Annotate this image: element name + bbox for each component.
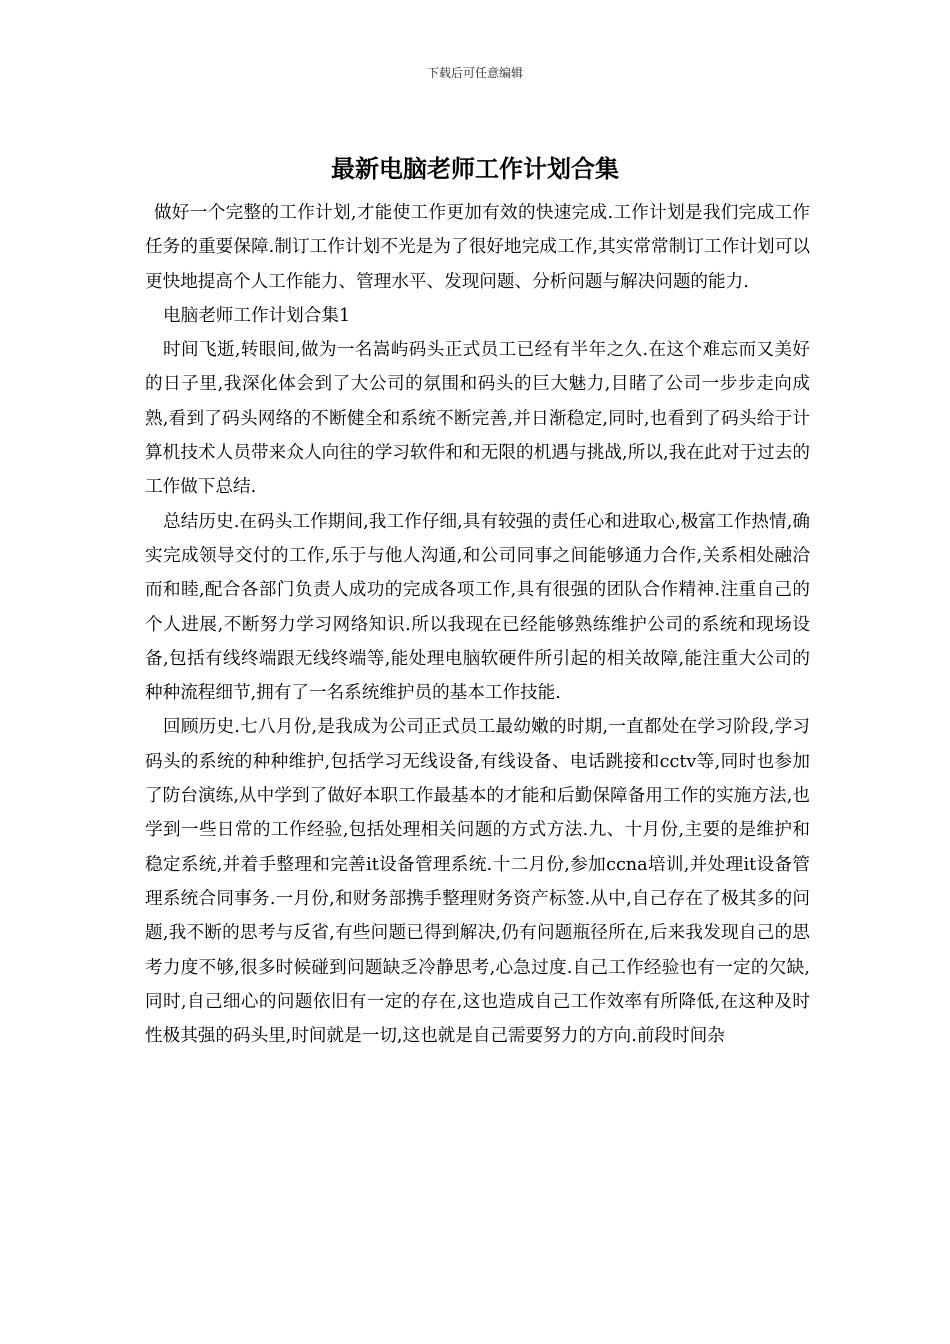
section-heading: 电脑老师工作计划合集1	[163, 305, 351, 326]
intro-paragraph: 做好一个完整的工作计划,才能使工作更加有效的快速完成.工作计划是我们完成工作任务的重要保障.制订工作计划不光是为了很好地完成工作,其实常常制订工作计划可以更快地提高个人工作能力、管理水平、发现问题、分析问题与解决问题的能力.	[145, 203, 810, 292]
body-paragraph: 总结历史.在码头工作期间,我工作仔细,具有较强的责任心和进取心,极富工作热情,确实完成领导交付的工作,乐于与他人沟通,和公司同事之间能够通力合作,关系相处融洽而和睦,配合各部门负责人成功的完成各项工作,具有很强的团队合作精神.注重自己的个人进展,不断努力学习网络知识.所以我现在已经能够熟练维护公司的系统和现场设备,包括有线终端跟无线终端等,能处理电脑软硬件所引起的相关故障,能注重大公司的种种流程细节,拥有了一名系统维护员的基本工作技能.	[145, 511, 810, 704]
body-paragraph: 时间飞逝,转眼间,做为一名嵩屿码头正式员工已经有半年之久.在这个难忘而又美好的日子里,我深化体会到了大公司的氛围和码头的巨大魅力,目睹了公司一步步走向成熟,看到了码头网络的不断健全和系统不断完善,并日渐稳定,同时,也看到了码头给于计算机技术人员带来众人向往的学习软件和和无限的机遇与挑战,所以,我在此对于过去的工作做下总结.	[145, 340, 810, 498]
document-body	[145, 196, 810, 1053]
header-note: 下载后可任意编辑	[426, 66, 523, 80]
document-title: 最新电脑老师工作计划合集	[331, 154, 619, 183]
body-paragraph: 回顾历史.七八月份,是我成为公司正式员工最幼嫩的时期,一直都处在学习阶段,学习码头的系统的种种维护,包括学习无线设备,有线设备、电话跳接和cctv等,同时也参加了防台演练,从中学到了做好本职工作最基本的才能和后勤保障备用工作的实施方法,也学到一些日常的工作经验,包括处理相关问题的方式方法.九、十月份,主要的是维护和稳定系统,并着手整理和完善it设备管理系统.十二月份,参加ccna培训,并处理it设备管理系统合同事务.一月份,和财务部携手整理财务资产标签.从中,自己存在了极其多的问题,我不断的思考与反省,有些问题已得到解决,仍有问题瓶径所在,后来我发现自己的思考力度不够,很多时候碰到问题缺乏冷静思考,心急过度.自己工作经验也有一定的欠缺,同时,自己细心的问题依旧有一定的存在,这也造成自己工作效率有所降低,在这种及时性极其强的码头里,时间就是一切,这也就是自己需要努力的方向.前段时间杂	[145, 717, 810, 1047]
